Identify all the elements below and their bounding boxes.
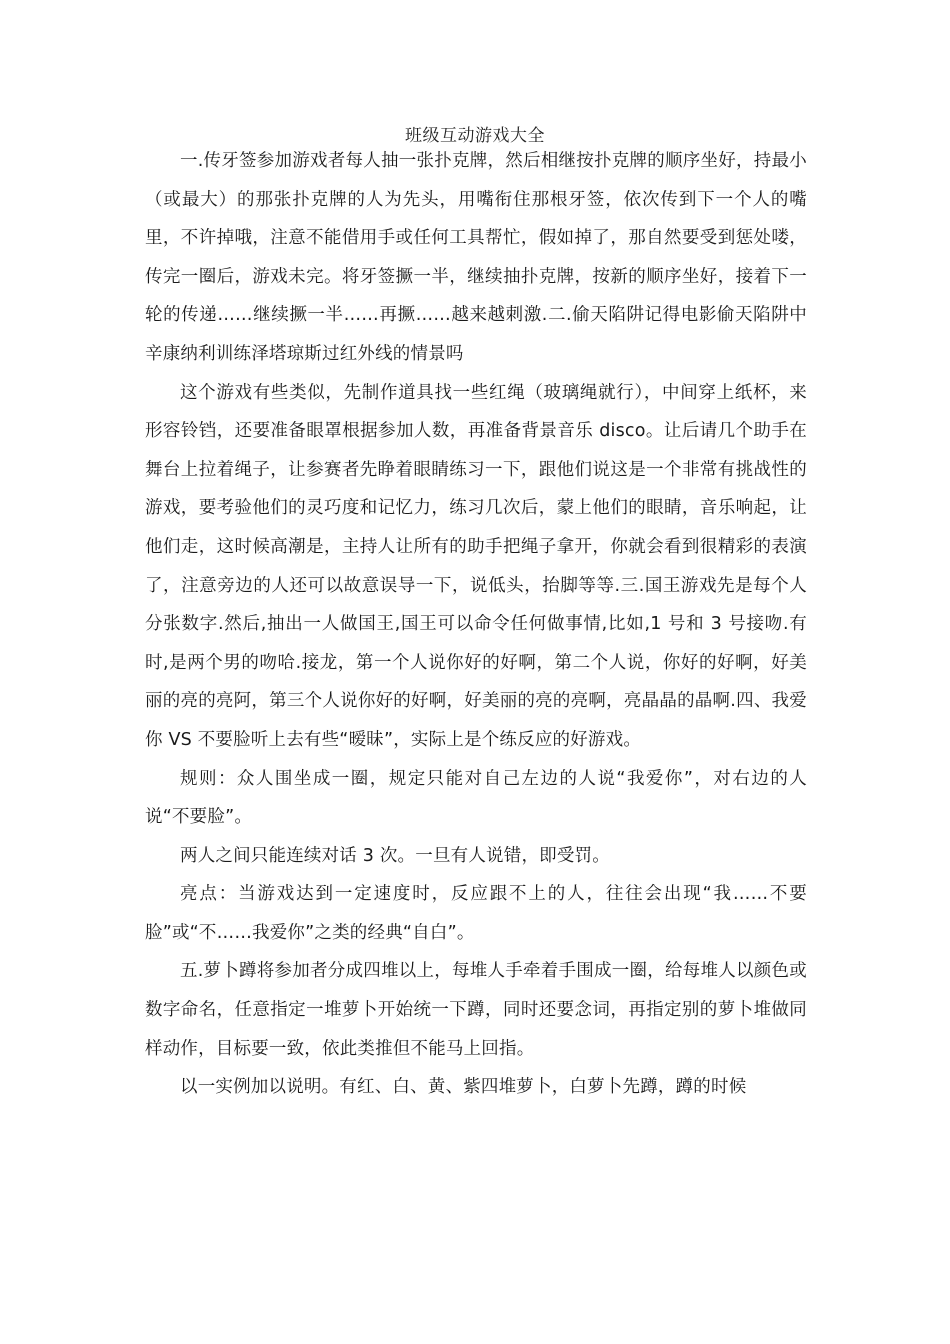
paragraph-dialogue-limit: 两人之间只能连续对话 3 次。一旦有人说错，即受罚。 [180,845,610,866]
paragraph-games-2-4: 这个游戏有些类似，先制作道具找一些红绳（玻璃绳就行），中间穿上纸杯，来形容铃铛，还要准备眼罩根据参加人数，再准备背景音乐 disco。让后请几个助手在舞台上拉着绳子，让参赛者先睁着眼睛练习一下，跟他们说这是一个非常有挑战性的游戏，要考验他们的灵巧度和记忆力，练习几次后，蒙上他们的眼睛，音乐响起，让他们走，这时候高潮是，主持人让所有的助手把绳子拿开，你就会看到很精彩的表演了，注意旁边的人还可以故意误导一下，说低头，抬脚等等.三.国王游戏先是每个人分张数字.然后,抽出一人做国王,国王可以命令任何做事情,比如,1 号和 3 号接吻.有时,是两个男的吻哈.接龙，第一个人说你好的好啊，第二个人说，你好的好啊，好美丽的亮的亮阿，第三个人说你好的好啊，好美丽的亮的亮啊，亮晶晶的晶啊.四、我爱你 VS 不要脸听上去有些“暧昧”，实际上是个练反应的好游戏。 [145,382,807,750]
document-body [145,142,807,1107]
document-title: 班级互动游戏大全 [405,126,545,146]
paragraph-games-1-2: 一.传牙签参加游戏者每人抽一张扑克牌，然后相继按扑克牌的顺序坐好，持最小（或最大）的那张扑克牌的人为先头，用嘴衔住那根牙签，依次传到下一个人的嘴里，不许掉哦，注意不能借用手或任何工具帮忙，假如掉了，那自然要受到惩处喽，传完一圈后，游戏未完。将牙签撅一半，继续抽扑克牌，按新的顺序坐好，接着下一轮的传递……继续撅一半……再撅……越来越刺激.二.偷天陷阱记得电影偷天陷阱中辛康纳利训练泽塔琼斯过红外线的情景吗 [145,151,807,364]
paragraph-game-5: 五.萝卜蹲将参加者分成四堆以上，每堆人手牵着手围成一圈，给每堆人以颜色或数字命名，任意指定一堆萝卜开始统一下蹲，同时还要念词，再指定别的萝卜堆做同样动作，目标要一致，依此类推但不能马上回指。 [145,961,807,1059]
paragraph-highlight: 亮点：当游戏达到一定速度时，反应跟不上的人，往往会出现“我……不要脸”或“不……我爱你”之类的经典“自白”。 [145,884,807,943]
paragraph-rules: 规则：众人围坐成一圈，规定只能对自己左边的人说“我爱你”，对右边的人说“不要脸”。 [145,768,807,828]
paragraph-example: 以一实例加以说明。有红、白、黄、紫四堆萝卜，白萝卜先蹲，蹲的时候 [180,1077,747,1098]
